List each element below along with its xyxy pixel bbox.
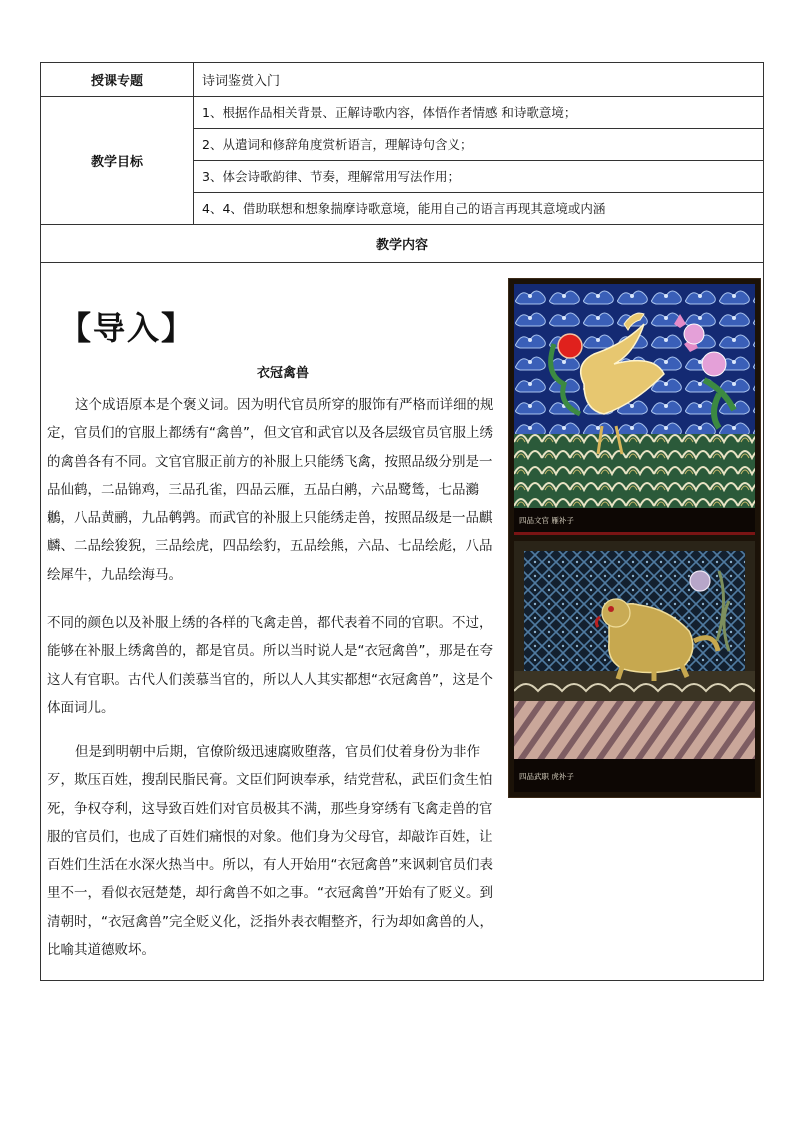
lesson-plan-table xyxy=(40,62,764,981)
goose-badge-illustration xyxy=(514,284,755,508)
goals-list xyxy=(194,97,764,225)
lesson-plan-page xyxy=(40,62,764,981)
rank-badges-image xyxy=(508,278,761,798)
topic-row xyxy=(41,63,764,97)
caption-civil-badge: 四品文官 雁补子 xyxy=(519,516,574,525)
topic-label: 授课专题 xyxy=(41,63,194,97)
content-header: 教学内容 xyxy=(41,225,764,263)
caption-military-badge: 四品武职 虎补子 xyxy=(519,772,574,781)
goal-item: 3、体会诗歌韵律、节奏，理解常用写法作用； xyxy=(194,161,763,193)
goal-item: 4、4、借助联想和想象揣摩诗歌意境，能用自己的语言再现其意境或内涵 xyxy=(202,201,606,216)
military-official-badge-image xyxy=(514,541,755,759)
idiom-subtitle: 衣冠禽兽 xyxy=(257,366,310,381)
paragraph-meaning: 不同的颜色以及补服上绣的各样的飞禽走兽，都代表着不同的官职。不过，能够在补服上绣禽兽的，都是官员。所以当时说人是“衣冠禽兽”，那是在夸这人有官职。古代人们羡慕当官的，所以人人其实都想“衣冠禽兽”，这是个体面词儿。 xyxy=(47,615,493,716)
topic-value: 诗词鉴赏入门 xyxy=(194,63,764,97)
content-row xyxy=(41,263,764,981)
goal-item: 2、从遣词和修辞角度赏析语言，理解诗句含义； xyxy=(194,129,763,161)
content-header-row xyxy=(41,225,764,263)
paragraph-decline-text: 但是到明朝中后期，官僚阶级迅速腐败堕落，官员们仗着身份为非作歹，欺压百姓，搜刮民脂民膏。文臣们阿谀奉承，结党营私，武臣们贪生怕死，争权夺利，这导致百姓们对官员极其不满，那些身穿绣有飞禽走兽的官服的官员们，也成了百姓们痛恨的对象。他们身为父母官，却敲诈百姓，让百姓们生活在水深火热当中。所以，有人开始用“衣冠禽兽”来讽刺官员们表里不一，看似衣冠楚楚，却行禽兽不如之事。“衣冠禽兽”开始有了贬义。到清朝时，“衣冠禽兽”完全贬义化，泛指外表衣帽整齐，行为却如禽兽的人，比喻其道德败坏。 xyxy=(47,744,493,959)
goals-row xyxy=(41,97,764,225)
civil-official-badge-image xyxy=(514,284,755,508)
tiger-badge-illustration xyxy=(514,541,755,759)
goals-label: 教学目标 xyxy=(41,97,194,225)
section-title: 【导入】 xyxy=(59,309,196,347)
goal-item: 1、根据作品相关背景、正解诗歌内容，体悟作者情感 和诗歌意境； xyxy=(194,97,763,129)
paragraph-origin: 这个成语原本是个褒义词。因为明代官员所穿的服饰有严格而详细的规定，官员们的官服上都绣有“禽兽”，但文官和武官以及各层级官员官服上绣的禽兽各有不同。文官官服正前方的补服上只能绣飞禽，按照品级分别是一品仙鹤，二品锦鸡，三品孔雀，四品云雁，五品白鹇，六品鹭鸶，七品鸂鶒，八品黄鹂，九品鹌鹑。而武官的补服上只能绣走兽，按照品级是一品麒麟、二品绘狻猊，三品绘虎，四品绘豹，五品绘熊，六品、七品绘彪，八品绘犀牛，九品绘海马。 xyxy=(47,397,494,583)
content-body xyxy=(41,263,765,980)
content-cell xyxy=(41,263,764,981)
